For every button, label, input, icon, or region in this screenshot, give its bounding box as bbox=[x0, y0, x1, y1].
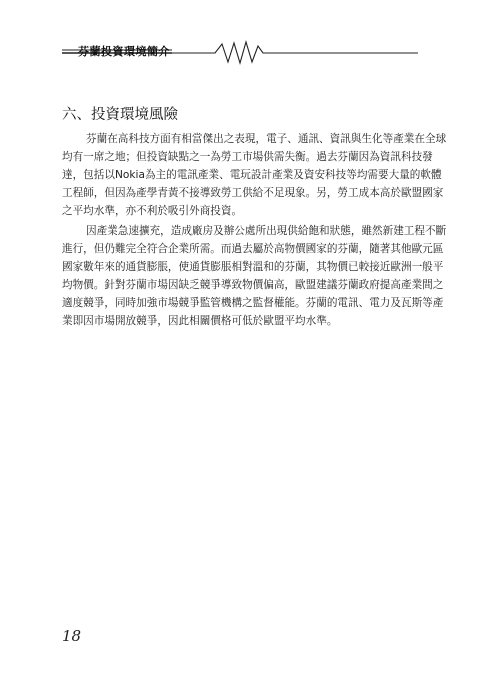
body-text bbox=[62, 130, 447, 330]
header-title: 芬蘭投資環境簡介 bbox=[78, 45, 170, 58]
text-line: 業即因市場開放競爭，因此相關價格可低於歐盟平均水準。 bbox=[62, 315, 338, 327]
text-line: 適度競爭，同時加強市場競爭監管機構之監督權能。芬蘭的電訊、電力及瓦斯等產 bbox=[62, 297, 444, 309]
text-line: 均有一席之地；但投資缺點之一為勞工市場供需失衡。過去芬蘭因為資訊科技發 bbox=[62, 151, 433, 163]
running-header bbox=[62, 38, 418, 68]
page-number: 18 bbox=[62, 627, 82, 645]
paragraph-1 bbox=[62, 130, 447, 220]
text-line: 達，包括以Nokia為主的電訊產業、電玩設計產業及資安科技等均需要大量的軟體 bbox=[62, 169, 442, 181]
text-line: 均物價。針對芬蘭市場因缺乏競爭導致物價偏高，歐盟建議芬蘭政府提高產業間之 bbox=[62, 279, 444, 291]
text-line: 芬蘭在高科技方面有相當傑出之表現，電子、通訊、資訊與生化等產業在全球 bbox=[86, 133, 447, 145]
text-line: 進行，但仍難完全符合企業所需。而過去屬於高物價國家的芬蘭，隨著其他歐元區 bbox=[62, 243, 444, 255]
text-line: 國家數年來的通貨膨脹，使通貨膨脹相對溫和的芬蘭，其物價已較接近歐洲一般平 bbox=[62, 261, 444, 273]
text-line: 因產業急速擴充，造成廠房及辦公處所出現供給飽和狀態，雖然新建工程不斷 bbox=[86, 225, 447, 237]
section-title: 六、投資環境風險 bbox=[62, 107, 178, 123]
text-line: 工程師，但因為產學青黃不接導致勞工供給不足現象。另，勞工成本高於歐盟國家 bbox=[62, 187, 444, 199]
paragraph-2 bbox=[62, 222, 447, 330]
text-line: 之平均水準，亦不利於吸引外商投資。 bbox=[62, 205, 243, 217]
